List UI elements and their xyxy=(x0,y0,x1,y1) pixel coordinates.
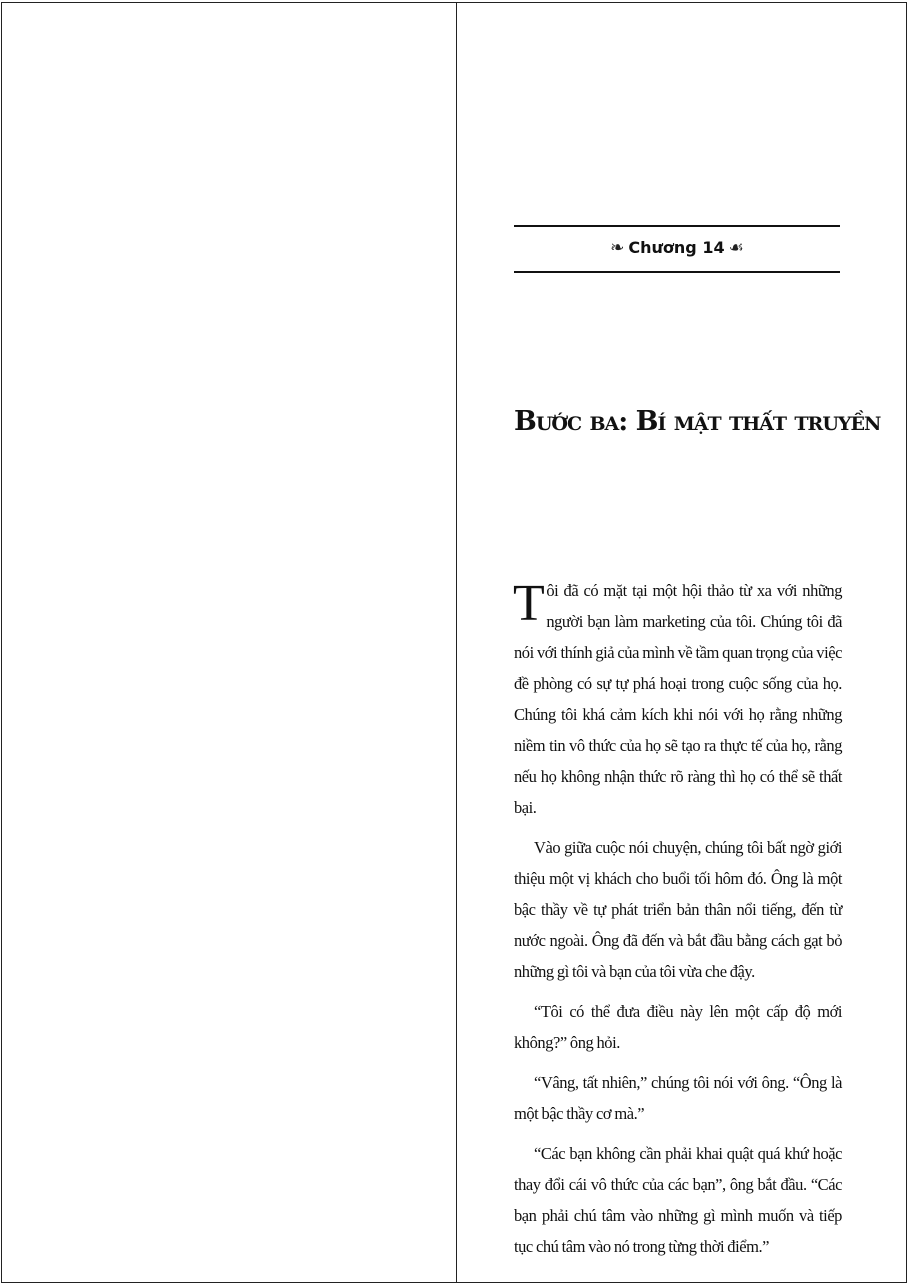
paragraph-2: Vào giữa cuộc nói chuyện, chúng tôi bất ngờ giới thiệu một vị khách cho buổi tối hôm đó. Ông là một bậc thầy về tự phát triển bản thân nổi tiếng, đến từ nước ngoài. Ông đã đến và bắt đầu bằng cách gạt bỏ những gì tôi và bạn của tôi vừa che đậy. xyxy=(514,838,842,981)
chapter-header-bottom-rule xyxy=(514,271,840,273)
ornament-left-icon: ❧ xyxy=(610,238,625,258)
page-gutter-divider xyxy=(456,3,457,1282)
chapter-header xyxy=(514,225,840,273)
ornament-right-icon: ☙ xyxy=(728,238,744,258)
chapter-label: Chương 14 xyxy=(628,238,725,257)
chapter-title: Bước ba: Bí mật thất truyền xyxy=(514,406,881,437)
paragraph-4: “Vâng, tất nhiên,” chúng tôi nói với ông. “Ông là một bậc thầy cơ mà.” xyxy=(514,1073,842,1123)
chapter-header-top-rule xyxy=(514,225,840,227)
body-text xyxy=(514,575,842,1271)
chapter-label-wrap xyxy=(514,238,840,258)
paragraph-5: “Các bạn không cần phải khai quật quá khứ hoặc thay đổi cái vô thức của các bạn”, ông bắt đầu. “Các bạn phải chú tâm vào những gì mình muốn và tiếp tục chú tâm vào nó trong từng thời điểm.” xyxy=(514,1144,842,1256)
paragraph-1 xyxy=(514,575,842,823)
paragraph-1-text: ôi đã có mặt tại một hội thảo từ xa với những người bạn làm marketing của tôi. Chúng tôi đã nói với thính giả của mình về tầm quan trọng của việc đề phòng có sự tự phá hoại trong cuộc sống của họ. Chúng tôi khá cảm kích khi nói với họ rằng những niềm tin vô thức của họ sẽ tạo ra thực tế của họ, rằng nếu họ không nhận thức rõ ràng thì họ có thể sẽ thất bại. xyxy=(514,581,842,817)
paragraph-3: “Tôi có thể đưa điều này lên một cấp độ mới không?” ông hỏi. xyxy=(514,1002,842,1052)
drop-cap: T xyxy=(513,575,545,632)
